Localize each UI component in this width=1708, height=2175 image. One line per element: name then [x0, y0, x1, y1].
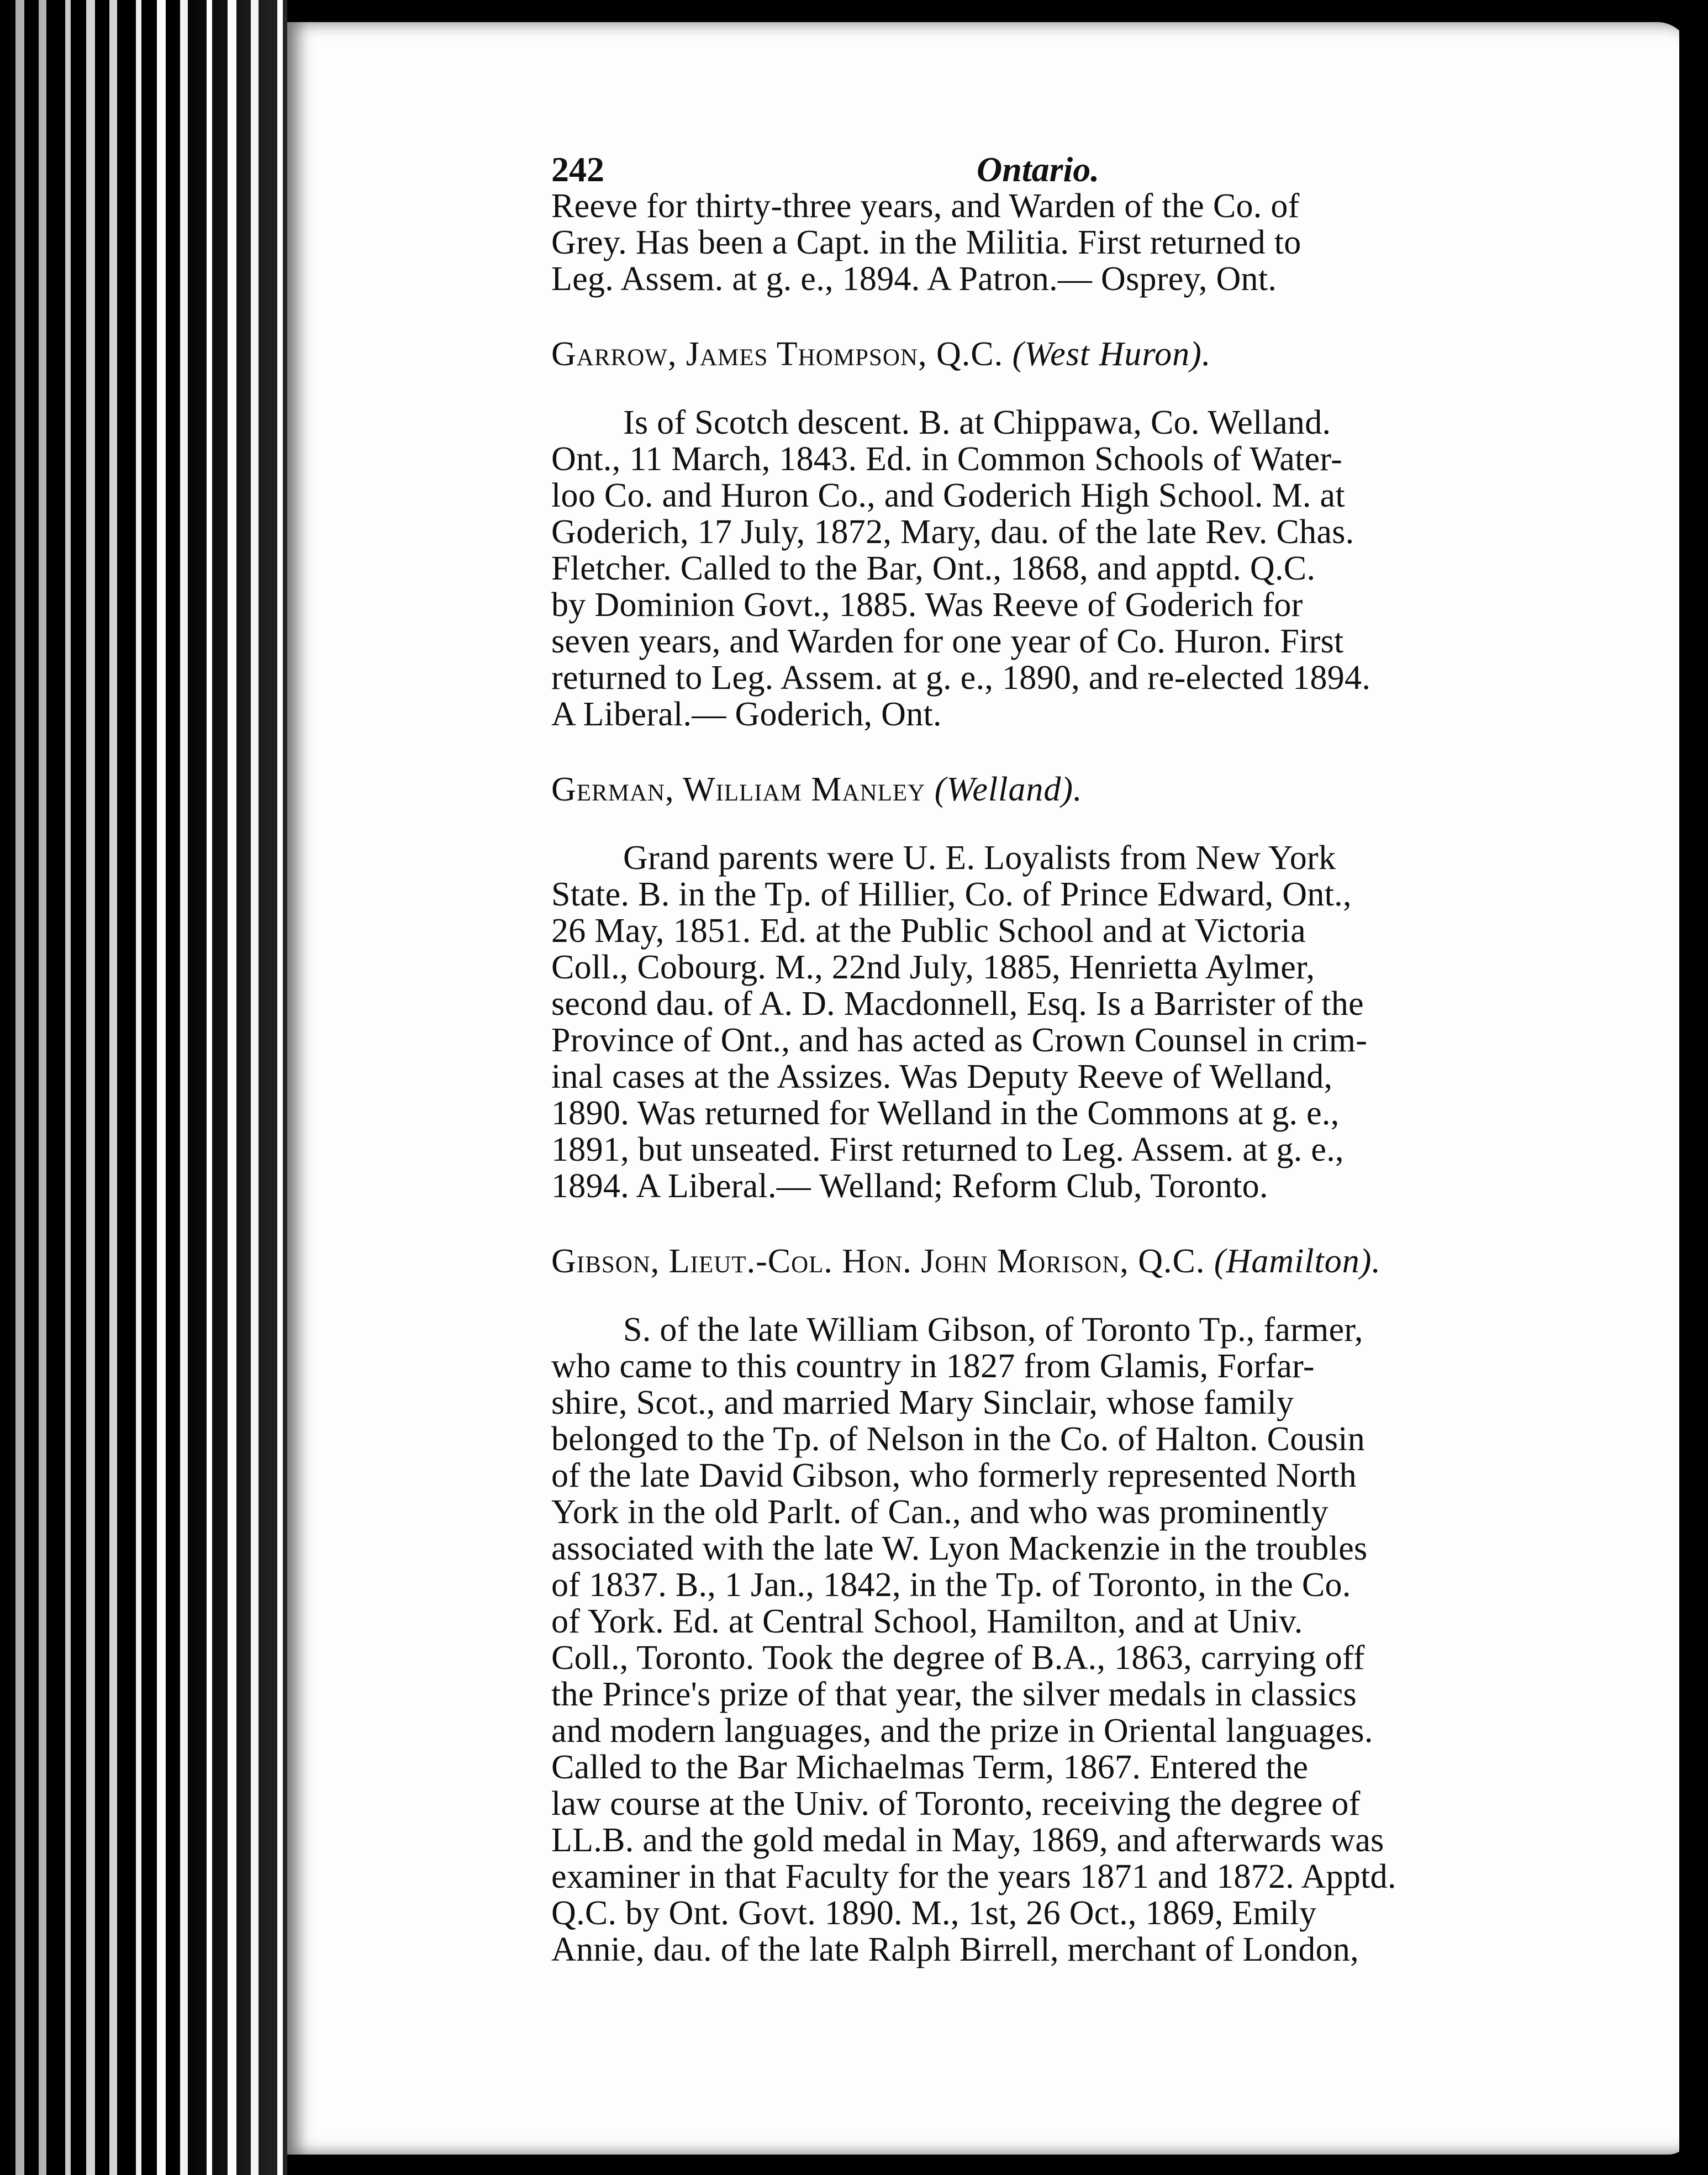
entry-heading: [551, 336, 1678, 372]
text-line: Called to the Bar Michaelmas Term, 1867. Entered the: [551, 1749, 1309, 1786]
text-line: York in the old Parlt. of Can., and who was prominently: [551, 1493, 1329, 1531]
entry-name: German, William Manley: [551, 771, 926, 808]
entry-german: [551, 771, 1678, 1204]
entry-garrow: [551, 336, 1678, 733]
text-line: 26 May, 1851. Ed. at the Public School and at Victoria: [551, 912, 1306, 950]
text-line: law course at the Univ. of Toronto, receiving the degree of: [551, 1785, 1361, 1823]
text-line: Is of Scotch descent. B. at Chippawa, Co. Welland.: [623, 404, 1331, 441]
running-head: [551, 127, 1678, 188]
text-line: returned to Leg. Assem. at g. e., 1890, and re-elected 1894.: [551, 659, 1371, 697]
text-line: Annie, dau. of the late Ralph Birrell, merchant of London,: [551, 1931, 1359, 1968]
text-line: of York. Ed. at Central School, Hamilton, and at Univ.: [551, 1603, 1303, 1640]
text-line: Grand parents were U. E. Loyalists from New York: [623, 839, 1336, 877]
entry-name: Gibson, Lieut.-Col. Hon. John Morison, Q.C.: [551, 1242, 1205, 1280]
text-line: Province of Ont., and has acted as Crown Counsel in crim-: [551, 1021, 1368, 1059]
entry-heading: [551, 1243, 1678, 1279]
text-line: second dau. of A. D. Macdonnell, Esq. Is a Barrister of the: [551, 985, 1364, 1023]
text-line: Coll., Cobourg. M., 22nd July, 1885, Henrietta Aylmer,: [551, 949, 1315, 986]
text-line: Q.C. by Ont. Govt. 1890. M., 1st, 26 Oct., 1869, Emily: [551, 1894, 1317, 1932]
text-line: Reeve for thirty-three years, and Warden of the Co. of: [551, 187, 1300, 225]
text-line: of the late David Gibson, who formerly represented North: [551, 1457, 1357, 1494]
text-line: Grey. Has been a Capt. in the Militia. First returned to: [551, 224, 1301, 261]
text-line: Leg. Assem. at g. e., 1894. A Patron.— Osprey, Ont.: [551, 260, 1277, 298]
text-line: inal cases at the Assizes. Was Deputy Reeve of Welland,: [551, 1058, 1333, 1096]
text-line: Ont., 11 March, 1843. Ed. in Common Schools of Water-: [551, 440, 1343, 478]
entry-gibson: [551, 1243, 1678, 1968]
running-title: Ontario.: [977, 150, 1100, 189]
text-line: shire, Scot., and married Mary Sinclair, whose family: [551, 1384, 1294, 1421]
spine-shadow: [0, 0, 287, 2175]
text-line: belonged to the Tp. of Nelson in the Co. of Halton. Cousin: [551, 1420, 1366, 1458]
text-line: and modern languages, and the prize in Oriental languages.: [551, 1712, 1373, 1750]
text-line: the Prince's prize of that year, the silver medals in classics: [551, 1676, 1357, 1713]
text-line: Fletcher. Called to the Bar, Ont., 1868, and apptd. Q.C.: [551, 550, 1316, 587]
text-line: associated with the late W. Lyon Mackenzie in the troubles: [551, 1530, 1368, 1567]
book-page: [287, 22, 1690, 2155]
text-line: Coll., Toronto. Took the degree of B.A., 1863, carrying off: [551, 1639, 1365, 1677]
text-line: 1891, but unseated. First returned to Leg. Assem. at g. e.,: [551, 1131, 1344, 1168]
text-line: who came to this country in 1827 from Glamis, Forfar-: [551, 1347, 1315, 1385]
text-line: by Dominion Govt., 1885. Was Reeve of Goderich for: [551, 586, 1303, 624]
entry-constituency: (Hamilton).: [1214, 1242, 1381, 1280]
right-page-edge: [1679, 0, 1708, 2175]
text-line: LL.B. and the gold medal in May, 1869, and afterwards was: [551, 1821, 1384, 1859]
text-line: seven years, and Warden for one year of Co. Huron. First: [551, 623, 1344, 660]
text-line: of 1837. B., 1 Jan., 1842, in the Tp. of Toronto, in the Co.: [551, 1566, 1351, 1604]
text-line: loo Co. and Huron Co., and Goderich High School. M. at: [551, 477, 1345, 514]
entry-constituency: (Welland).: [934, 771, 1083, 808]
text-line: examiner in that Faculty for the years 1871 and 1872. Apptd.: [551, 1858, 1396, 1895]
page-number: 242: [551, 150, 604, 189]
entry-name: Garrow, James Thompson, Q.C.: [551, 335, 1004, 373]
entry-constituency: (West Huron).: [1012, 335, 1211, 373]
text-line: S. of the late William Gibson, of Toronto Tp., farmer,: [623, 1311, 1363, 1349]
text-line: A Liberal.— Goderich, Ont.: [551, 696, 942, 733]
entry-continuation: [551, 188, 1678, 297]
entry-heading: [551, 771, 1678, 808]
text-line: Goderich, 17 July, 1872, Mary, dau. of the late Rev. Chas.: [551, 513, 1354, 551]
text-line: State. B. in the Tp. of Hillier, Co. of Prince Edward, Ont.,: [551, 876, 1352, 913]
text-line: 1890. Was returned for Welland in the Commons at g. e.,: [551, 1094, 1340, 1132]
text-line: 1894. A Liberal.— Welland; Reform Club, Toronto.: [551, 1167, 1268, 1205]
page-text: [551, 127, 1678, 1968]
